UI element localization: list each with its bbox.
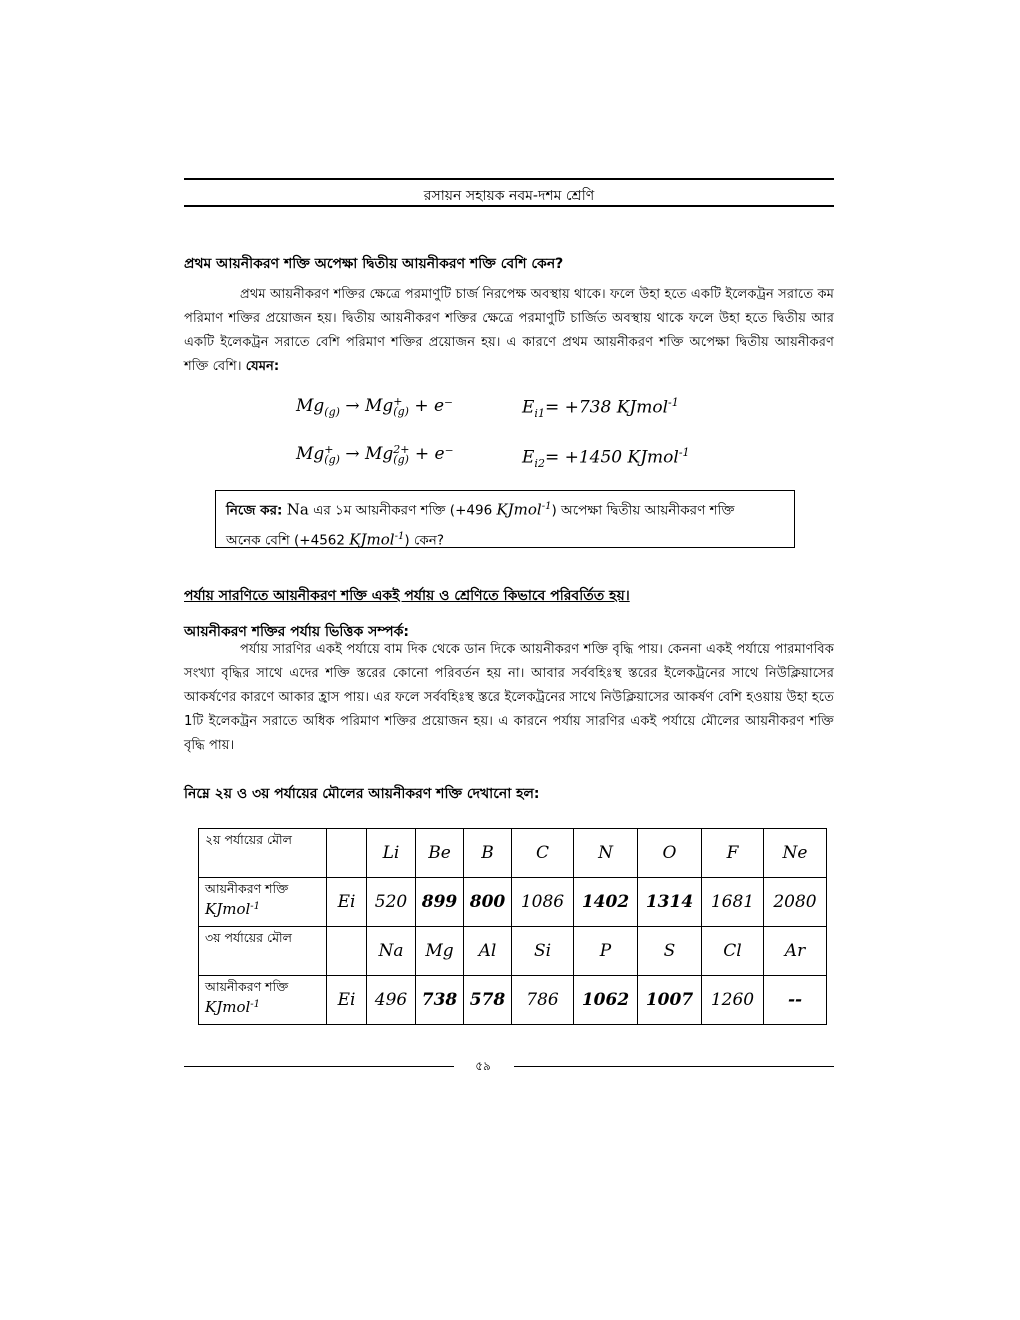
value-cell: 520 xyxy=(367,878,416,927)
ie-label-cell xyxy=(199,976,327,1025)
value-cell: 2080 xyxy=(764,878,827,927)
period2-label: ২য় পর্যায়ের মৌল xyxy=(199,829,327,878)
footer-rule-right xyxy=(514,1066,834,1067)
equation-2-reaction xyxy=(296,444,454,465)
eq1-electron: + e⁻ xyxy=(414,396,453,416)
exercise-label: নিজে কর: xyxy=(226,502,283,519)
eq1-reactant: Mg xyxy=(296,396,325,416)
equation-2-energy xyxy=(522,446,690,470)
empty-cell xyxy=(327,927,367,976)
value-cell: 1402 xyxy=(574,878,638,927)
eq1-product-state: (g) xyxy=(393,404,409,418)
element-cell: Li xyxy=(367,829,416,878)
equation-1-energy xyxy=(522,396,679,420)
value-cell: 1681 xyxy=(702,878,764,927)
eq2-energy-sub: i2 xyxy=(534,457,545,471)
element-cell: Ne xyxy=(764,829,827,878)
eq2-energy-exp: -1 xyxy=(678,446,690,459)
eq2-product: Mg xyxy=(364,444,394,464)
element-cell: F xyxy=(702,829,764,878)
element-cell: Al xyxy=(464,927,512,976)
period3-label: ৩য় পর্যায়ের মৌল xyxy=(199,927,327,976)
value-cell: 786 xyxy=(512,976,574,1025)
eq2-product-state: (g) xyxy=(393,452,409,466)
ie-label-cell xyxy=(199,878,327,927)
footer-rule-left xyxy=(184,1066,454,1067)
eq1-reactant-state: (g) xyxy=(324,405,340,419)
eq2-reactant-charge: + xyxy=(324,442,334,456)
value-cell: 899 xyxy=(416,878,464,927)
eq2-reactant: Mg xyxy=(296,444,325,464)
exercise-text-3: অনেক বেশি (+4562 xyxy=(226,532,350,548)
value-cell: 496 xyxy=(367,976,416,1025)
value-cell: 1314 xyxy=(638,878,702,927)
value-cell: 738 xyxy=(416,976,464,1025)
element-cell: C xyxy=(512,829,574,878)
running-header: রসায়ন সহায়ক নবম-দশম শ্রেণি xyxy=(423,188,595,204)
exercise-text-1: এর ১ম আয়নীকরণ শক্তি (+496 xyxy=(308,502,497,519)
exercise-sodium: Na xyxy=(286,500,309,519)
eq2-electron: + e⁻ xyxy=(414,444,454,464)
period-relation-paragraph: পর্যায় সারণির একই পর্যায়ে বাম দিক থেকে ডান দিকে আয়নীকরণ শক্তি বৃদ্ধি পায়। কেননা একই পর্যায়ে পারমাণবিক সংখ্যা বৃদ্ধির সাথে এদের শক্তি স্তরের কোনো পরিবর্তন হয় না। আবার সর্ববহিঃস্থ স্তরের ইলেকট্রনের সাথে নিউক্লিয়াসের আকর্ষণের কারণে আকার হ্রাস পায়। এর ফলে সর্ববহিঃস্থ স্তরে ইলেকট্রনের সাথে নিউক্লিয়াসের আকর্ষণ বেশি হওয়ায় উহা হতে 1টি ইলেকট্রন সরাতে অধিক পরিমাণ শক্তির প্রয়োজন হয়। এ কারনে পর্যায় সারণির একই পর্যায়ে মৌলের আয়নীকরণ শক্তি বৃদ্ধি পায়। xyxy=(184,642,834,753)
table-row-period2-values xyxy=(199,878,827,927)
element-cell: Si xyxy=(512,927,574,976)
eq1-product: Mg xyxy=(364,396,394,416)
eq2-energy-value: = +1450 KJmol xyxy=(544,447,679,468)
exercise-unit-exp-2: -1 xyxy=(394,530,405,542)
ie-label: আয়নীকরণ শক্তি xyxy=(205,979,289,994)
element-cell: S xyxy=(638,927,702,976)
element-cell: O xyxy=(638,829,702,878)
value-cell: 1007 xyxy=(638,976,702,1025)
equation-1-reaction xyxy=(296,396,453,418)
explanation-paragraph xyxy=(184,283,834,379)
eq1-energy-symbol: E xyxy=(522,397,535,418)
value-cell: -- xyxy=(764,976,827,1025)
empty-cell xyxy=(327,829,367,878)
element-cell: N xyxy=(574,829,638,878)
value-cell: 800 xyxy=(464,878,512,927)
element-cell: Ar xyxy=(764,927,827,976)
eq1-product-charge: + xyxy=(393,394,403,408)
eq1-energy-sub: i1 xyxy=(534,407,545,421)
ionization-energy-table xyxy=(198,828,827,1025)
value-cell: 578 xyxy=(464,976,512,1025)
section-heading-ie-variation: পর্যায় সারণিতে আয়নীকরণ শক্তি একই পর্যায় ও শ্রেণিতে কিভাবে পরিবর্তিত হয়। xyxy=(184,588,630,604)
section-heading-why-second-ie-higher: প্রথম আয়নীকরণ শক্তি অপেক্ষা দ্বিতীয় আয়নীকরণ শক্তি বেশি কেন? xyxy=(184,256,564,272)
table-row-period2-elements xyxy=(199,829,827,878)
element-cell: Be xyxy=(416,829,464,878)
header-top-rule xyxy=(184,178,834,180)
eq2-arrow: → xyxy=(345,444,360,464)
element-cell: Mg xyxy=(416,927,464,976)
eq1-arrow: → xyxy=(345,396,360,416)
element-cell: Cl xyxy=(702,927,764,976)
element-cell: Na xyxy=(367,927,416,976)
explanation-text: প্রথম আয়নীকরণ শক্তির ক্ষেত্রে পরমাণুটি চার্জ নিরপেক্ষ অবস্থায় থাকে। ফলে উহা হতে একটি ইলেকট্রন সরাতে কম পরিমাণ শক্তির প্রয়োজন হয়। দ্বিতীয় আয়নীকরণ শক্তির ক্ষেত্রে পরমাণুটি চার্জিত অবস্থায় থাকে ফলে উহা হতে দ্বিতীয় আর একটি ইলেকট্রন সরাতে বেশি পরিমাণ শক্তির প্রয়োজন হয়। এ কারণে প্রথম আয়নীকরণ শক্তি অপেক্ষা দ্বিতীয় আয়নীকরণ শক্তি বেশি। xyxy=(184,287,834,374)
eq2-reactant-state: (g) xyxy=(324,452,340,466)
ie-unit: KJmol xyxy=(205,998,251,1017)
eq1-energy-exp: -1 xyxy=(668,396,679,409)
exercise-box xyxy=(215,490,795,548)
element-cell: P xyxy=(574,927,638,976)
eq2-product-charge: 2+ xyxy=(393,442,410,456)
example-label: যেমন: xyxy=(245,359,280,374)
exercise-line-1 xyxy=(226,494,784,524)
eq1-energy-value: = +738 KJmol xyxy=(544,397,669,418)
exercise-line-2 xyxy=(226,524,784,554)
ei-cell: Ei xyxy=(327,878,367,927)
value-cell: 1260 xyxy=(702,976,764,1025)
table-row-period3-elements xyxy=(199,927,827,976)
exercise-text-4: ) কেন? xyxy=(404,532,445,548)
exercise-text-2: ) অপেক্ষা দ্বিতীয় আয়নীকরণ শক্তি xyxy=(551,502,735,519)
value-cell: 1086 xyxy=(512,878,574,927)
ei-cell: Ei xyxy=(327,976,367,1025)
ie-unit: KJmol xyxy=(205,900,251,919)
subheading-period-relation: আয়নীকরণ শক্তির পর্যায় ভিত্তিক সম্পর্ক: xyxy=(184,624,409,640)
ie-unit-exp: -1 xyxy=(250,901,261,912)
table-row-period3-values xyxy=(199,976,827,1025)
header-bottom-rule xyxy=(184,205,834,207)
exercise-unit-exp-1: -1 xyxy=(541,501,552,512)
page-number: ৫৯ xyxy=(475,1059,491,1073)
ie-unit-exp: -1 xyxy=(250,999,261,1010)
ie-label: আয়নীকরণ শক্তি xyxy=(205,881,289,896)
exercise-unit-2: KJmol xyxy=(349,530,395,548)
element-cell: B xyxy=(464,829,512,878)
value-cell: 1062 xyxy=(574,976,638,1025)
exercise-unit-1: KJmol xyxy=(496,500,542,519)
eq2-energy-symbol: E xyxy=(522,447,535,468)
table-intro-heading: নিম্নে ২য় ও ৩য় পর্যায়ের মৌলের আয়নীকরণ শক্তি দেখানো হল: xyxy=(184,786,540,802)
